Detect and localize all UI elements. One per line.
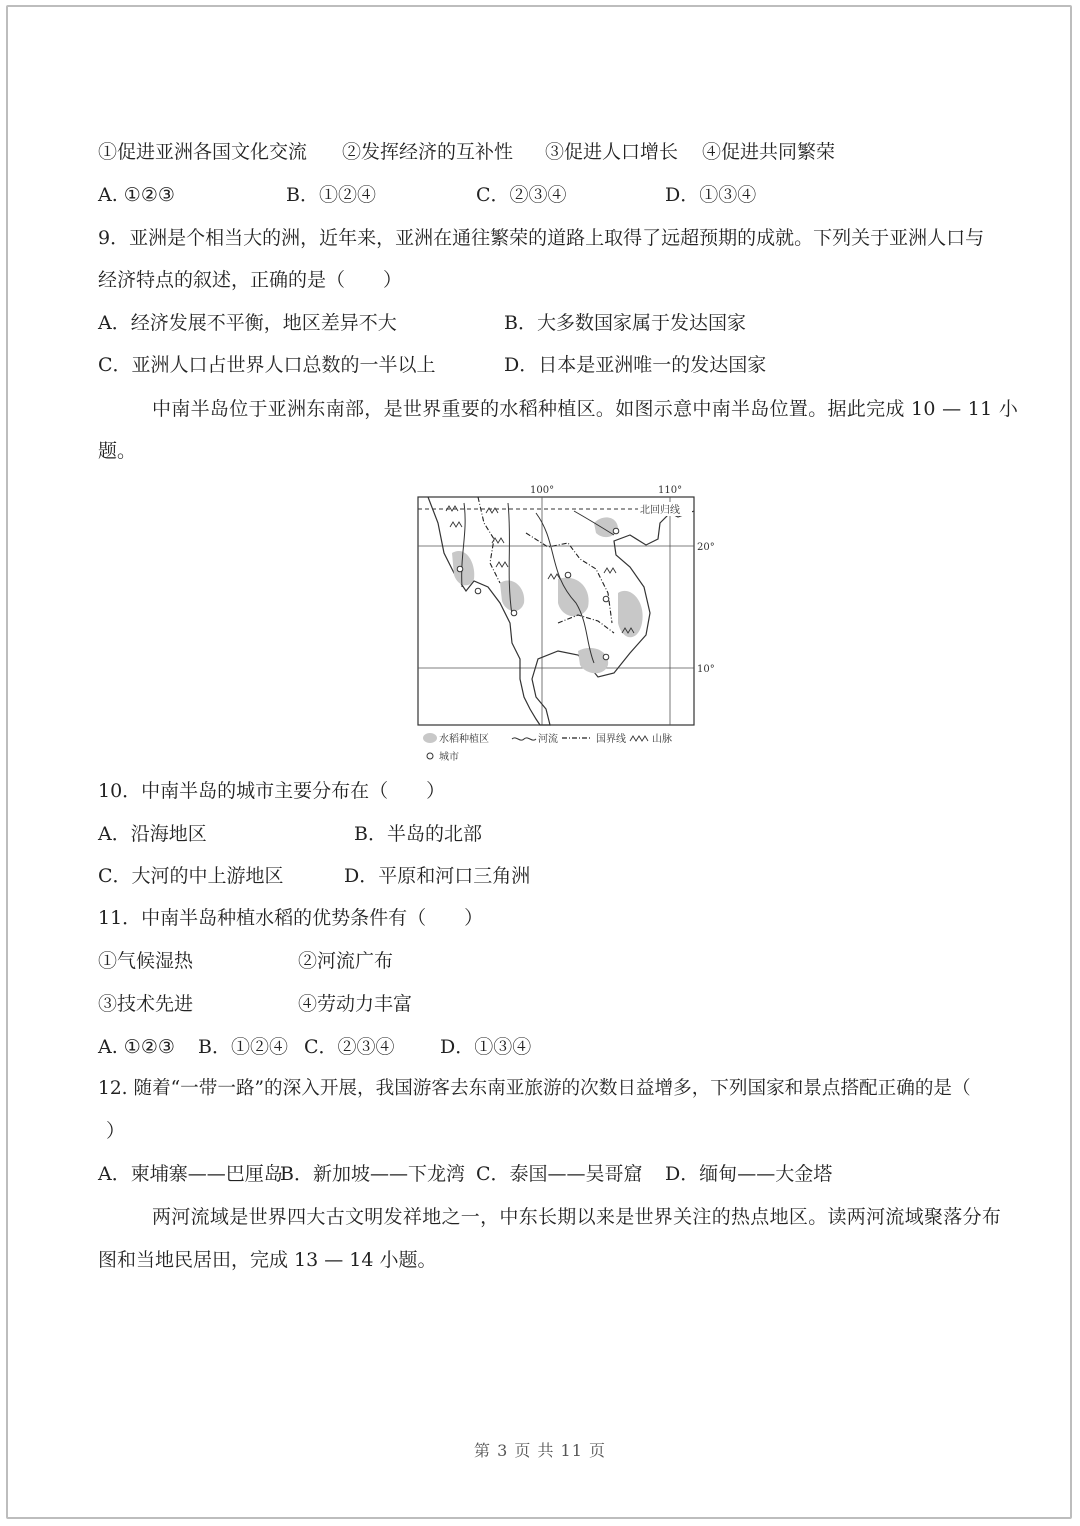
legend-mountain-swatch [630, 736, 648, 741]
q10-choice-d: D．平原和河口三角洲 [344, 865, 531, 887]
legend-city-label: 城市 [439, 752, 459, 763]
q10-choice-a: A．沿海地区 [98, 823, 207, 845]
q11-stem: 11．中南半岛种植水稻的优势条件有（ ） [98, 907, 484, 929]
q9-choice-d: D．日本是亚洲唯一的发达国家 [504, 354, 767, 376]
q11-option-1: ①气候湿热 [98, 950, 194, 972]
city-4 [565, 572, 571, 578]
legend-city-swatch [427, 753, 433, 759]
lat-10-label: 10° [697, 664, 715, 675]
q9-choice-a: A．经济发展不平衡，地区差异不大 [98, 312, 397, 334]
legend-river-label: 河流 [538, 734, 558, 745]
indochina-map-figure [408, 483, 715, 768]
q8-choice-c: C．②③④ [476, 184, 567, 206]
city-1 [457, 566, 463, 572]
q12-choice-b: B．新加坡——下龙湾 [280, 1163, 465, 1185]
city-6 [603, 654, 609, 660]
q9-choice-b: B．大多数国家属于发达国家 [504, 312, 746, 334]
q8-option-1: ①促进亚洲各国文化交流 [98, 141, 308, 163]
map-frame [418, 497, 694, 725]
map-legend [423, 732, 672, 763]
q10-choice-c: C．大河的中上游地区 [98, 865, 284, 887]
q11-choice-a: A. ①②③ [98, 1036, 175, 1058]
legend-river-swatch [512, 738, 536, 740]
intro-13-14-line2: 图和当地民居田，完成 13 — 14 小题。 [98, 1249, 437, 1271]
q10-stem: 10．中南半岛的城市主要分布在（ ） [98, 780, 446, 802]
q8-option-4: ④促进共同繁荣 [702, 141, 836, 163]
q12-stem-line1: 12. 随着“一带一路”的深入开展，我国游客去东南亚旅游的次数日益增多，下列国家和景点搭配正确的是（ [98, 1078, 971, 1099]
q8-option-2: ②发挥经济的互补性 [342, 141, 514, 163]
intro-13-14-line1: 两河流域是世界四大古文明发祥地之一，中东长期以来是世界关注的热点地区。读两河流域聚落分布 [152, 1206, 1002, 1228]
q12-choice-c: C．泰国——吴哥窟 [476, 1163, 643, 1185]
q9-stem-line1: 9．亚洲是个相当大的洲，近年来，亚洲在通往繁荣的道路上取得了远超预期的成就。下列关于亚洲人口与 [98, 227, 985, 249]
q12-choice-a: A．柬埔寨——巴厘岛 [98, 1163, 283, 1185]
legend-rice-swatch [423, 733, 437, 743]
indochina-map [408, 483, 715, 768]
q11-option-4: ④劳动力丰富 [298, 993, 413, 1015]
page-number-footer: 第 3 页 共 11 页 [474, 1441, 606, 1460]
q8-choice-d: D．①③④ [665, 184, 757, 206]
city-5 [603, 596, 609, 602]
tropic-label: 北回归线 [640, 505, 680, 516]
intro-10-11-line1: 中南半岛位于亚洲东南部，是世界重要的水稻种植区。如图示意中南半岛位置。据此完成 10 — 11 小 [152, 398, 1019, 420]
q11-choice-d: D．①③④ [440, 1036, 532, 1058]
q12-stem-line2: ） [106, 1120, 126, 1142]
q11-option-2: ②河流广布 [298, 950, 394, 972]
q11-choice-c: C．②③④ [304, 1036, 395, 1058]
intro-10-11-line2: 题。 [98, 440, 137, 462]
rice-area-red-river [594, 517, 618, 537]
city-2 [475, 588, 481, 594]
legend-mountain-label: 山脉 [652, 734, 672, 745]
q9-stem-line2: 经济特点的叙述，正确的是（ ） [98, 269, 403, 291]
q11-option-3: ③技术先进 [98, 993, 194, 1015]
q12-choice-d: D．缅甸——大金塔 [665, 1163, 833, 1185]
legend-rice-label: 水稻种植区 [439, 734, 489, 745]
q8-option-3: ③促进人口增长 [545, 141, 679, 163]
q8-choice-b: B．①②④ [286, 184, 376, 206]
city-7 [613, 528, 619, 534]
lat-20-label: 20° [697, 542, 715, 553]
city-3 [511, 610, 517, 616]
legend-border-label: 国界线 [596, 734, 626, 745]
q11-choice-b: B．①②④ [198, 1036, 288, 1058]
lon-110-label: 110° [658, 485, 683, 496]
q10-choice-b: B．半岛的北部 [354, 823, 482, 845]
lon-100-label: 100° [530, 485, 555, 496]
q8-choice-a: A. ①②③ [98, 184, 175, 206]
q9-choice-c: C．亚洲人口占世界人口总数的一半以上 [98, 354, 436, 376]
